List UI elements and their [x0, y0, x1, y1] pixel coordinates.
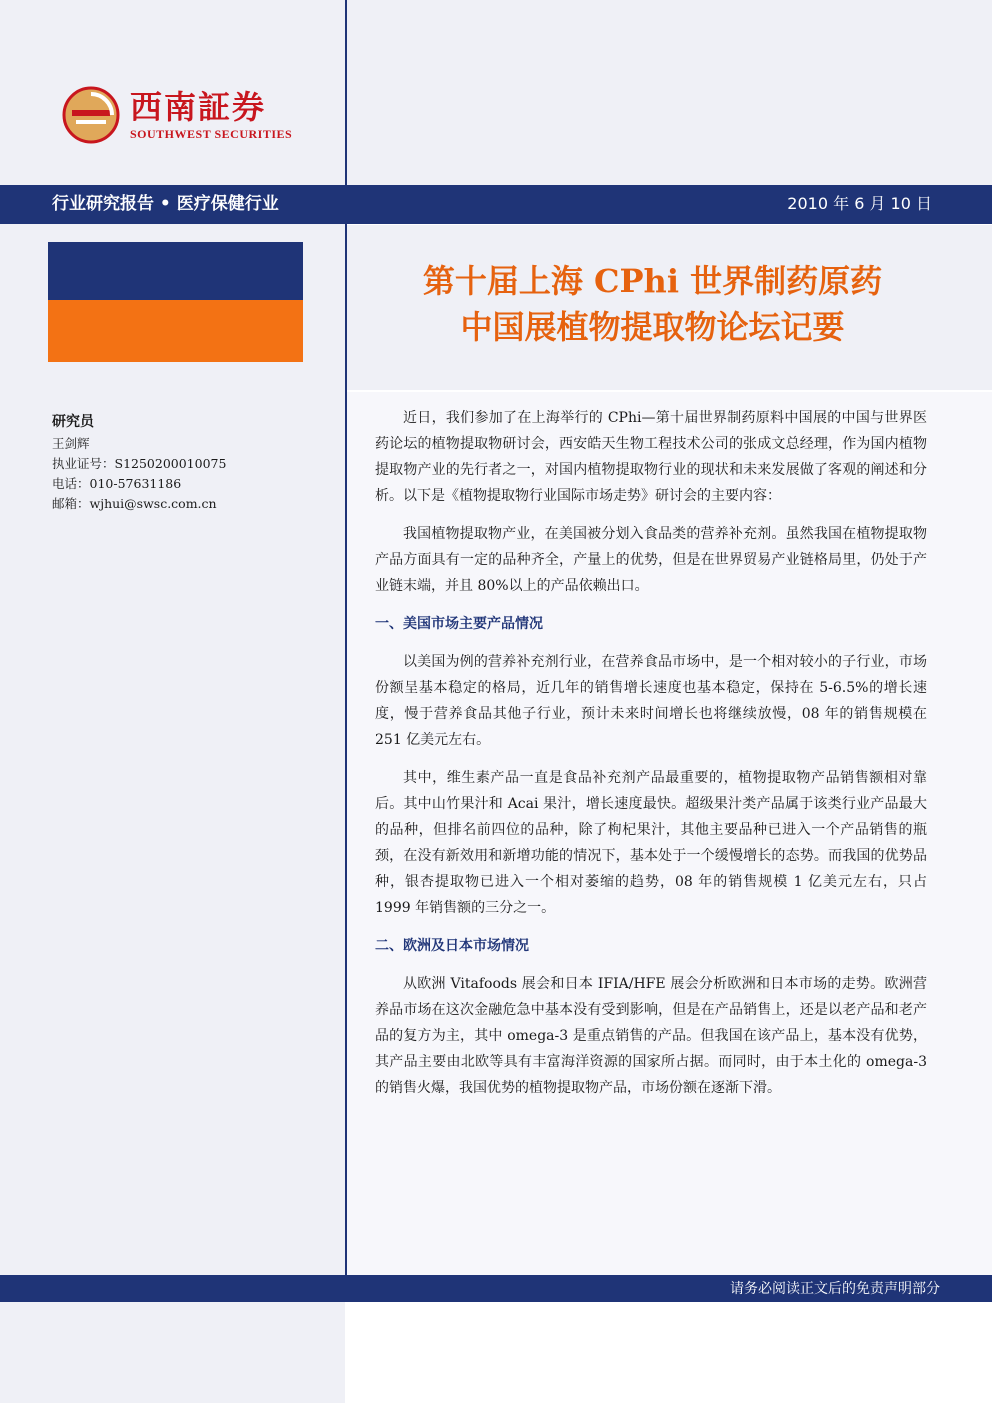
- paragraph-overview: 我国植物提取物产业，在美国被分划入食品类的营养补充剂。虽然我国在植物提取物产品方面具有一定的品种齐全，产量上的优势，但是在世界贸易产业链格局里，仍处于产业链末端，并且 80%以上的产品依赖出口。: [375, 526, 927, 594]
- paragraph-intro: 近日，我们参加了在上海举行的 CPhi—第十届世界制药原料中国展的中国与世界医药论坛的植物提取物研讨会，西安皓天生物工程技术公司的张成文总经理，作为国内植物提取物产业的先行者之一，对国内植物提取物行业的现状和未来发展做了客观的阐述和分析。以下是《植物提取物行业国际市场走势》研讨会的主要内容：: [375, 410, 927, 504]
- title-line-1: 第十届上海 CPhi 世界制药原药: [422, 262, 883, 300]
- report-title: [360, 258, 945, 350]
- footer-bar: [0, 1275, 992, 1302]
- header-banner: [0, 185, 992, 224]
- decor-block-navy: [48, 242, 303, 300]
- disclaimer-note: 请务必阅读正文后的免责声明部分: [730, 1281, 940, 1297]
- section-heading-eu-japan: 二、欧洲及日本市场情况: [375, 938, 529, 954]
- paragraph-us-market: 以美国为例的营养补充剂行业，在营养食品市场中，是一个相对较小的子行业，市场份额呈基本稳定的格局，近几年的销售增长速度也基本稳定，保持在 5-6.5%的增长速度，慢于营养食品其他子行业，预计未来时间增长也将继续放慢，08 年的销售规模在 251 亿美元左右。: [375, 654, 927, 748]
- analyst-email: 邮箱：wjhui@swsc.com.cn: [52, 496, 217, 511]
- logo-emblem-icon: [62, 86, 120, 144]
- analyst-phone: 电话：010-57631186: [52, 476, 182, 491]
- analyst-info: [52, 412, 226, 514]
- company-logo: [62, 86, 292, 144]
- report-category: 行业研究报告 • 医疗保健行业: [52, 194, 279, 214]
- decor-block-orange: [48, 300, 303, 362]
- analyst-license: 执业证号：S1250200010075: [52, 456, 227, 471]
- header-right-background: [347, 0, 992, 185]
- paragraph-eu-japan: 从欧洲 Vitafoods 展会和日本 IFIA/HFE 展会分析欧洲和日本市场的走势。欧洲营养品市场在这次金融危急中基本没有受到影响，但是在产品销售上，还是以老产品和老产品的复方为主，其中 omega-3 是重点销售的产品。但我国在该产品上，基本没有优势，其产品主要由北欧等具有丰富海洋资源的国家所占据。而同时，由于本土化的 omega-3 的销售火爆，我国优势的植物提取物产品，市场份额在逐渐下滑。: [375, 976, 927, 1096]
- analyst-name: 王剑辉: [52, 436, 90, 451]
- logo-chinese-name: 西南証券: [130, 87, 267, 126]
- logo-english-name: SOUTHWEST SECURITIES: [130, 126, 293, 141]
- title-line-2: 中国展植物提取物论坛记要: [460, 308, 845, 346]
- analyst-heading: 研究员: [52, 414, 94, 430]
- report-date: 2010 年 6 月 10 日: [787, 194, 932, 213]
- section-heading-us-market: 一、美国市场主要产品情况: [375, 616, 543, 632]
- report-body: [375, 405, 927, 1113]
- paragraph-us-products: 其中，维生素产品一直是食品补充剂产品最重要的，植物提取物产品销售额相对靠后。其中山竹果汁和 Acai 果汁，增长速度最快。超级果汁类产品属于该类行业产品最大的品种，但排名前四位的品种，除了枸杞果汁，其他主要品种已进入一个产品销售的瓶颈，在没有新效用和新增功能的情况下，基本处于一个缓慢增长的态势。而我国的优势品种，银杏提取物已进入一个相对萎缩的趋势，08 年的销售规模 1 亿美元左右，只占 1999 年销售额的三分之一。: [375, 770, 927, 916]
